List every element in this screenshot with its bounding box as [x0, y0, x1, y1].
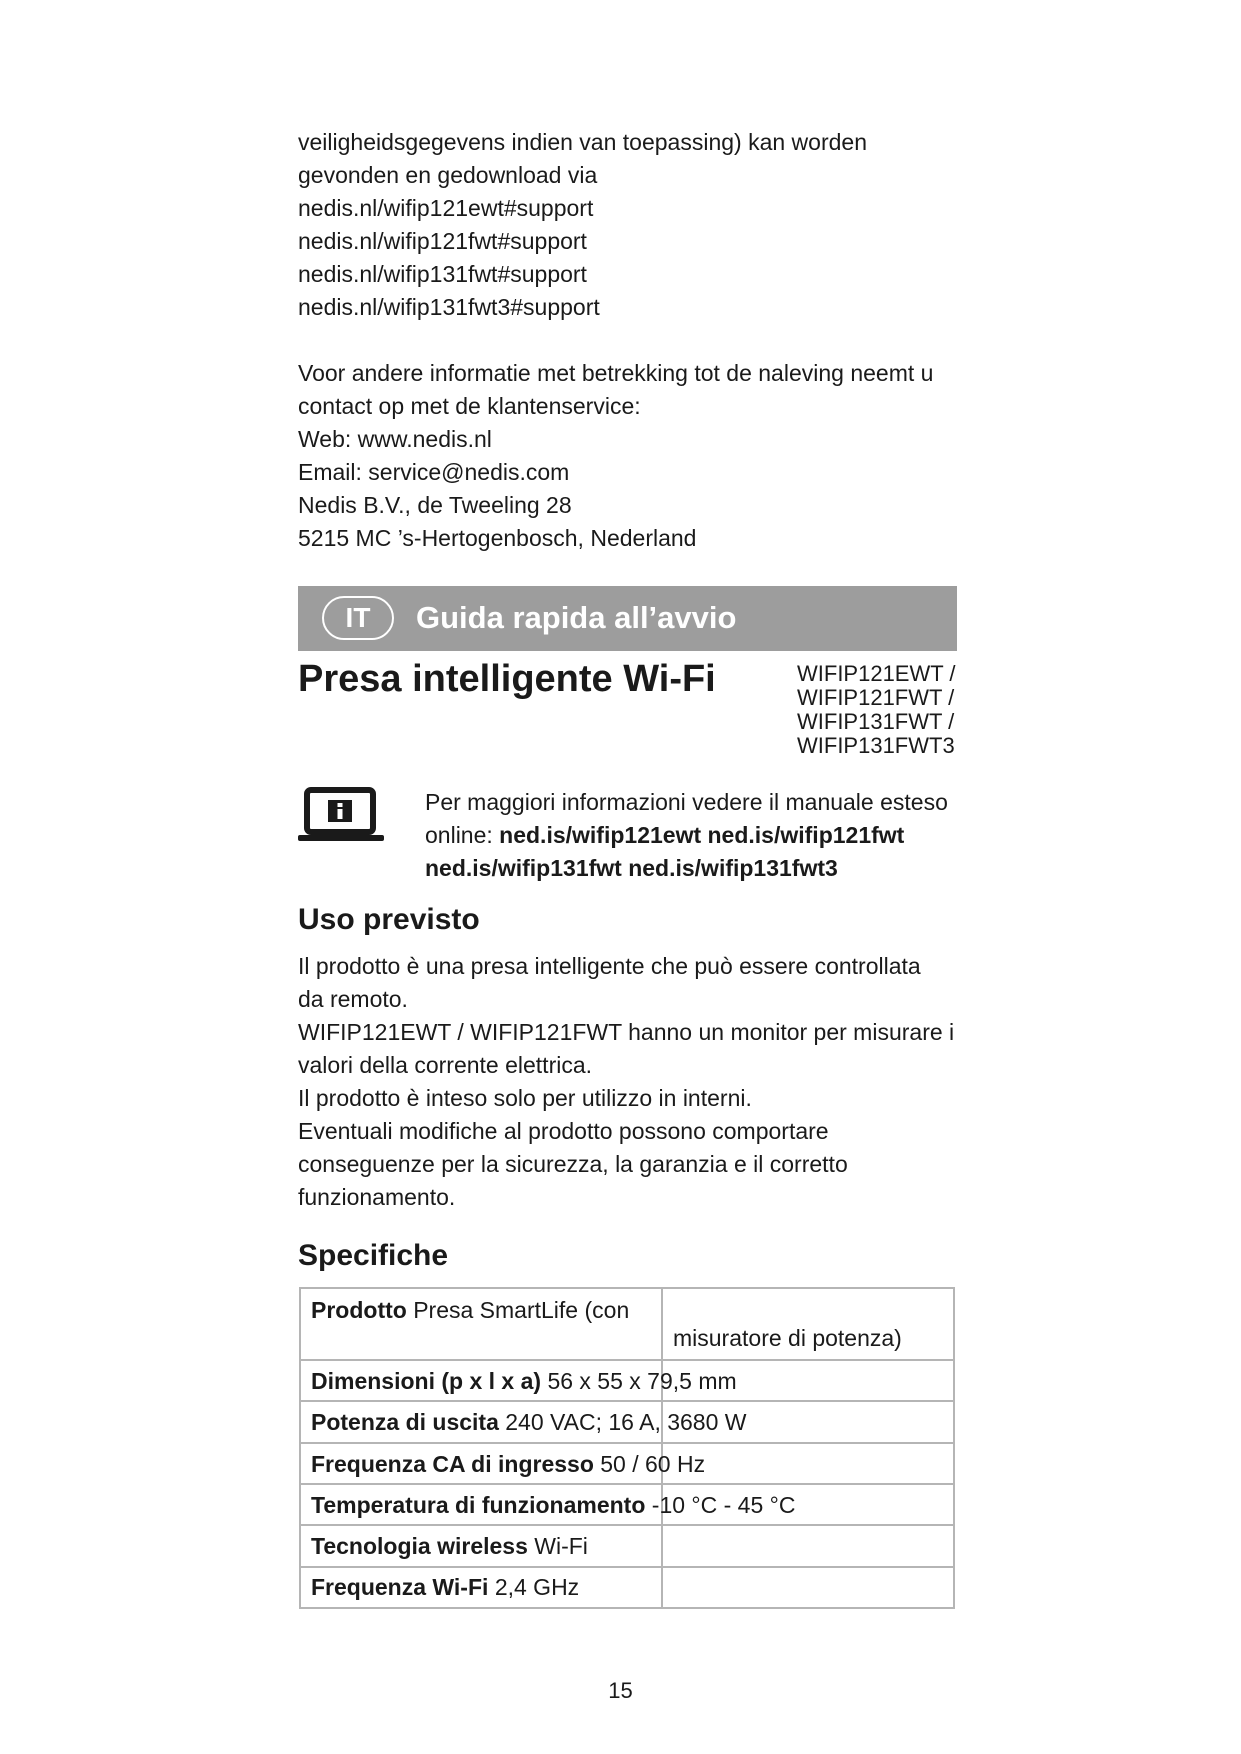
table-cell	[311, 1295, 629, 1325]
address-line: Nedis B.V., de Tweeling 28	[298, 492, 572, 518]
text-line: veiligheidsgegevens indien van toepassing) kan worden	[298, 129, 867, 155]
text-line: funzionamento.	[298, 1184, 456, 1210]
text-line: da remoto.	[298, 986, 408, 1012]
nl-download-paragraph	[298, 126, 958, 324]
support-link-text: nedis.nl/wifip121fwt#support	[298, 228, 587, 254]
table-row	[301, 1485, 953, 1526]
usage-heading: Uso previsto	[298, 903, 480, 936]
spec-value: Wi-Fi	[534, 1533, 588, 1559]
table-cell	[311, 1366, 737, 1396]
spec-label: Frequenza Wi-Fi	[311, 1574, 489, 1600]
text-line: contact op met de klantenservice:	[298, 393, 641, 419]
table-cell	[311, 1572, 579, 1602]
manual-info-text	[425, 786, 965, 885]
model-number: WIFIP121EWT /	[797, 661, 956, 686]
spec-label: Prodotto	[311, 1297, 407, 1323]
support-link-text: nedis.nl/wifip131fwt3#support	[298, 294, 600, 320]
table-row	[301, 1568, 953, 1607]
manual-links: ned.is/wifip121ewt ned.is/wifip121fwt	[499, 822, 905, 848]
spec-value: 2,4 GHz	[494, 1574, 580, 1600]
nl-contact-paragraph	[298, 357, 958, 555]
spec-label: Temperatura di funzionamento	[311, 1492, 646, 1518]
spec-label: Tecnologia wireless	[311, 1533, 528, 1559]
spec-label: Frequenza CA di ingresso	[311, 1451, 594, 1477]
usage-paragraph	[298, 950, 958, 1214]
model-number: WIFIP131FWT3	[797, 733, 955, 758]
text-line: Il prodotto è una presa intelligente che può essere controllata	[298, 953, 921, 979]
specifications-table	[299, 1287, 955, 1609]
text-line: Voor andere informatie met betrekking tot de naleving neemt u	[298, 360, 934, 386]
table-row	[301, 1361, 953, 1402]
table-cell	[311, 1407, 747, 1437]
table-cell	[311, 1490, 795, 1520]
laptop-info-icon	[298, 787, 384, 845]
support-link-text: nedis.nl/wifip131fwt#support	[298, 261, 587, 287]
spec-value: 50 / 60 Hz	[600, 1451, 706, 1477]
table-cell	[311, 1531, 588, 1561]
table-row	[301, 1444, 953, 1485]
text-line: gevonden en gedownload via	[298, 162, 598, 188]
address-line: 5215 MC ’s-Hertogenbosch, Nederland	[298, 525, 697, 551]
model-number: WIFIP131FWT /	[797, 709, 955, 734]
spec-label: Potenza di uscita	[311, 1409, 499, 1435]
page-number: 15	[608, 1678, 633, 1703]
text-line: Il prodotto è inteso solo per utilizzo in interni.	[298, 1085, 752, 1111]
text-line	[425, 819, 965, 852]
text-line: Per maggiori informazioni vedere il manuale esteso	[425, 789, 948, 815]
web-contact: Web: www.nedis.nl	[298, 426, 492, 452]
table-row	[301, 1526, 953, 1568]
section-title: Guida rapida all’avvio	[416, 600, 737, 635]
email-contact: Email: service@nedis.com	[298, 459, 570, 485]
spec-value: -10 °C - 45 °C	[651, 1492, 796, 1518]
spec-value-continued: misuratore di potenza)	[673, 1325, 902, 1351]
table-row	[301, 1289, 953, 1361]
text-line: valori della corrente elettrica.	[298, 1052, 593, 1078]
nl-compliance-text	[298, 126, 958, 555]
spec-value: 56 x 55 x 79,5 mm	[547, 1368, 737, 1394]
spec-value: 240 VAC; 16 A, 3680 W	[505, 1409, 747, 1435]
text-line: conseguenze per la sicurezza, la garanzia e il corretto	[298, 1151, 848, 1177]
text-line: Eventuali modifiche al prodotto possono comportare	[298, 1118, 829, 1144]
specs-heading: Specifiche	[298, 1239, 449, 1272]
product-title: Presa intelligente Wi-Fi	[298, 658, 716, 700]
support-link-text: nedis.nl/wifip121ewt#support	[298, 195, 594, 221]
table-cell	[311, 1449, 705, 1479]
language-header-bar	[298, 586, 957, 651]
model-number: WIFIP121FWT /	[797, 685, 955, 710]
table-row	[301, 1402, 953, 1444]
manual-links: ned.is/wifip131fwt ned.is/wifip131fwt3	[425, 855, 838, 881]
spec-label: Dimensioni (p x l x a)	[311, 1368, 542, 1394]
model-list	[797, 662, 956, 758]
spec-value: Presa SmartLife (con	[413, 1297, 630, 1323]
text-prefix: online:	[425, 822, 500, 848]
language-badge: IT	[322, 596, 394, 640]
text-line: WIFIP121EWT / WIFIP121FWT hanno un monitor per misurare i	[298, 1019, 955, 1045]
